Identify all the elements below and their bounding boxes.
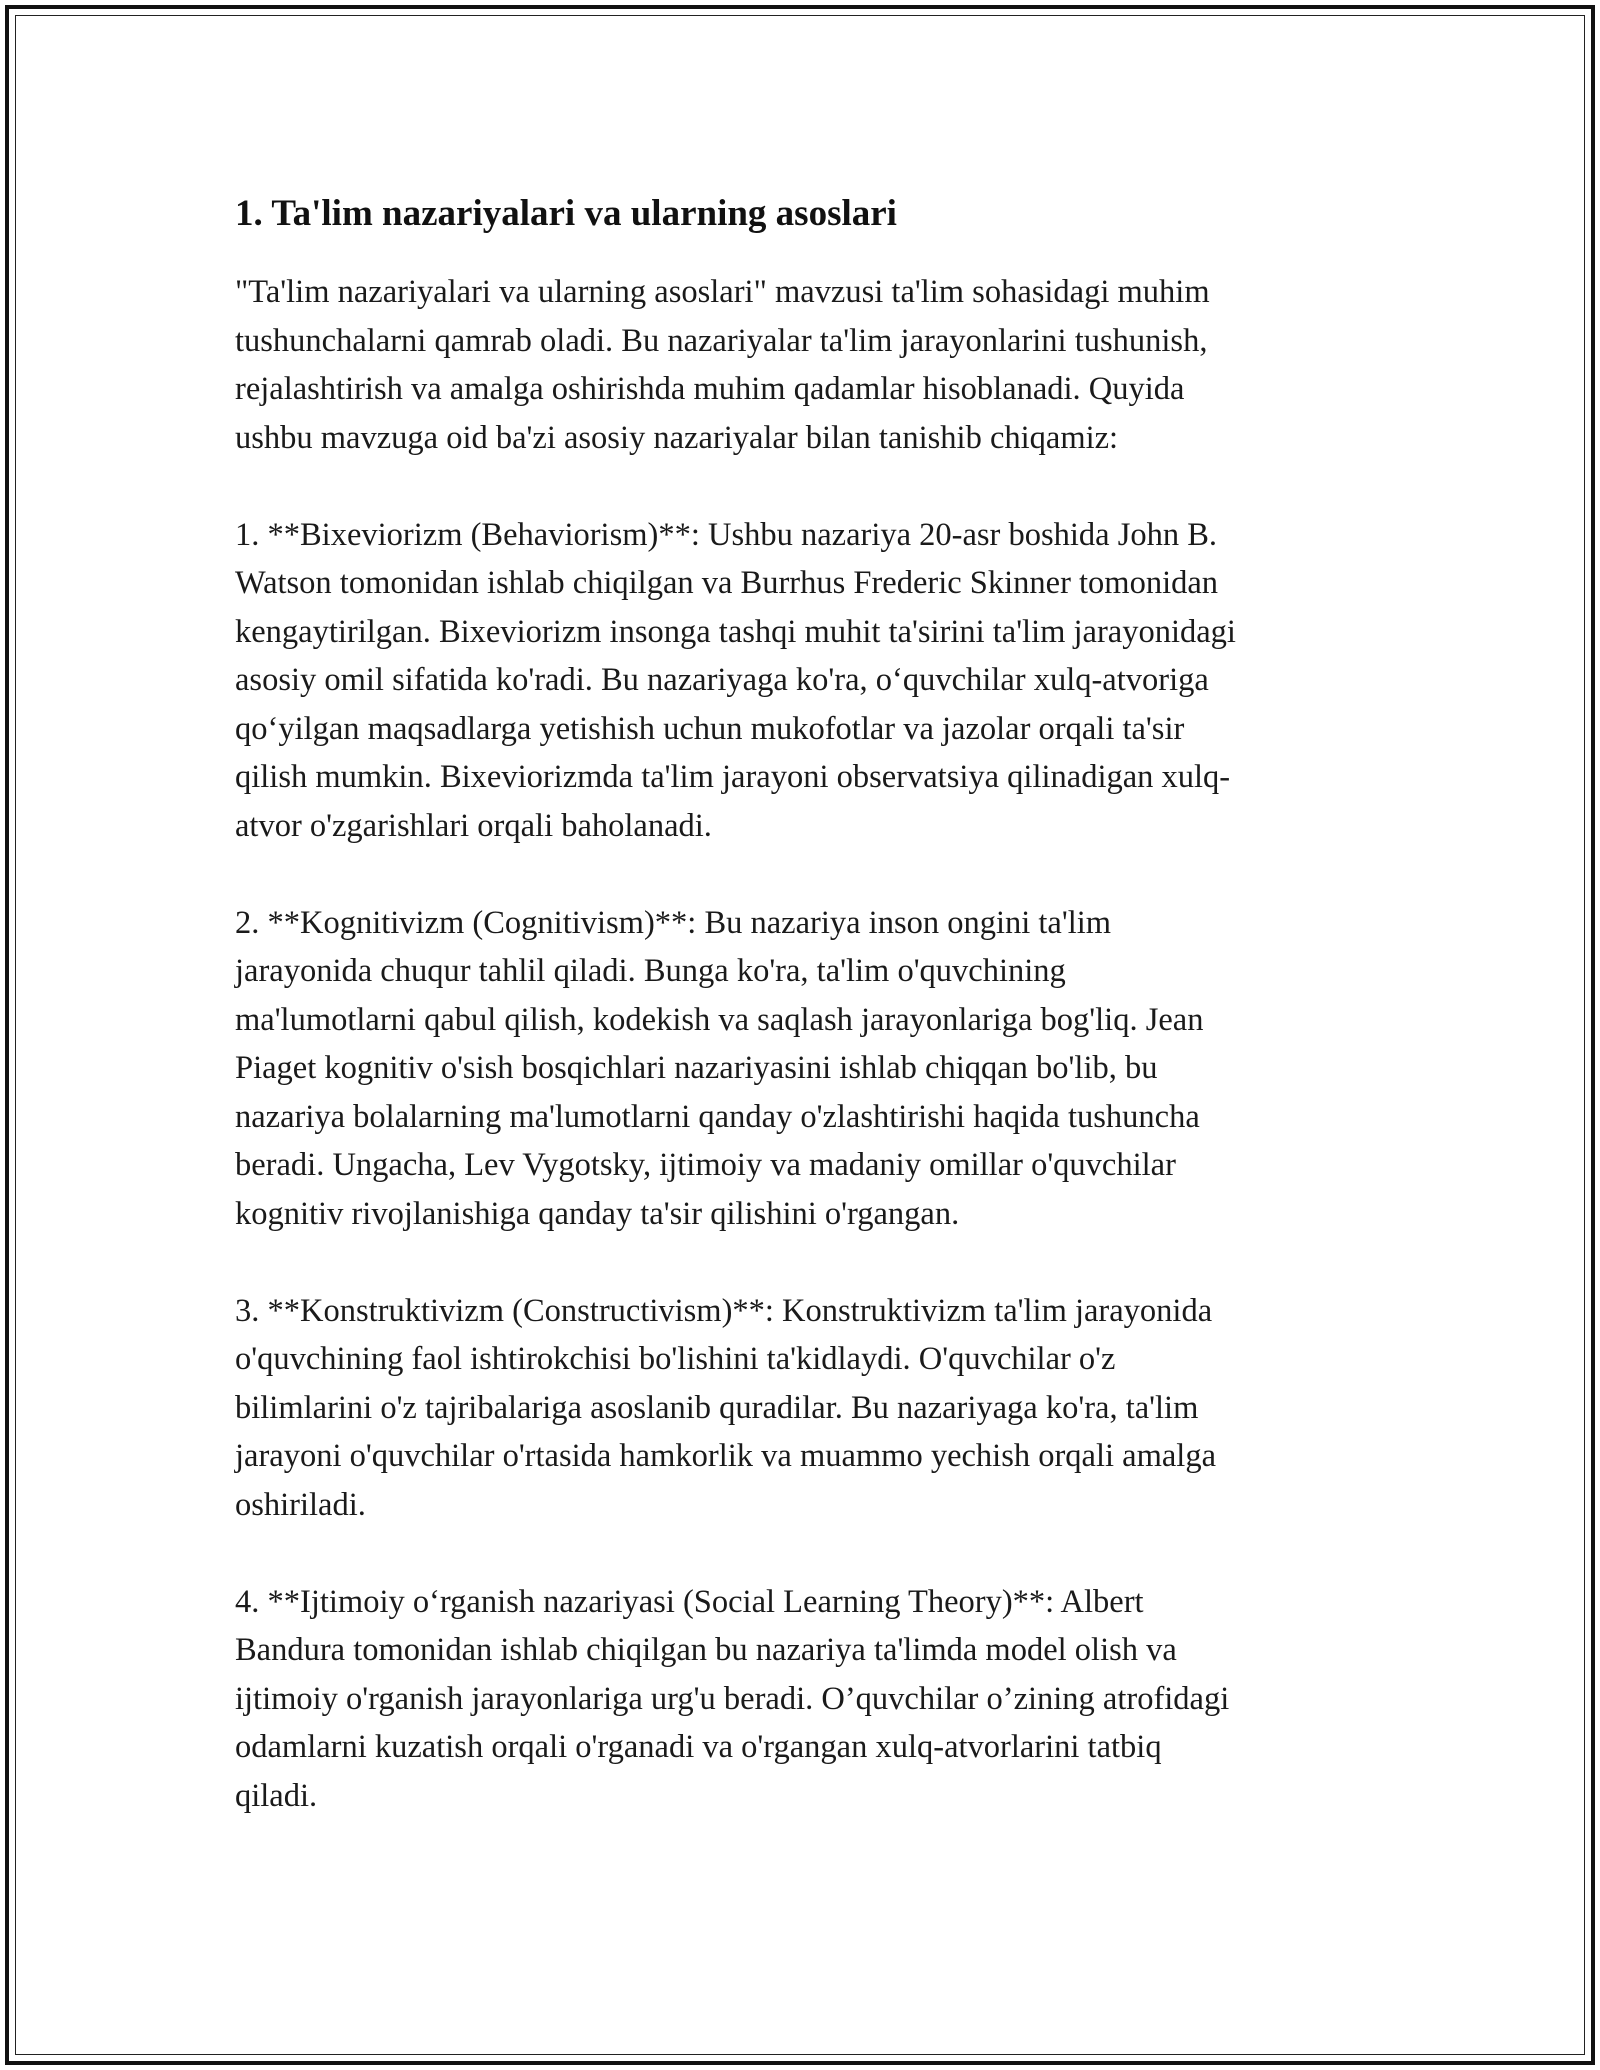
section-behaviorism: 1. **Bixeviorizm (Behaviorism)**: Ushbu nazariya 20-asr boshida John B. Watson tomonidan ishlab chiqilgan va Burrhus Frederic Skinner tomonidan kengaytirilgan. Bixeviorizm insonga tashqi muhit ta'sirini ta'lim jarayonidagi asosiy omil sifatida ko'radi. Bu nazariyaga ko'ra, o‘quvchilar xulq-atvoriga qo‘yilgan maqsadlarga yetishish uchun mukofotlar va jazolar orqali ta'sir qilish mumkin. Bixeviorizmda ta'lim jarayoni observatsiya qilinadigan xulq- atvor o'zgarishlari orqali baholanadi. <box>235 516 1236 844</box>
document-body <box>235 190 1375 1820</box>
intro-paragraph: "Ta'lim nazariyalari va ularning asoslari" mavzusi ta'lim sohasidagi muhim tushunchalarni qamrab oladi. Bu nazariyalar ta'lim jarayonlarini tushunish, rejalashtirish va amalga oshirishda muhim qadamlar hisoblanadi. Quyida ushbu mavzuga oid ba'zi asosiy nazariyalar bilan tanishib chiqamiz: <box>235 274 1210 456</box>
section-social-learning: 4. **Ijtimoiy o‘rganish nazariyasi (Social Learning Theory)**: Albert Bandura tomonidan ishlab chiqilgan bu nazariya ta'limda model olish va ijtimoiy o'rganish jarayonlariga urg'u beradi. O’quvchilar o’zining atrofidagi odamlarni kuzatish orqali o'rganadi va o'rgangan xulq-atvorlarini tatbiq qiladi. <box>235 1583 1230 1814</box>
section-constructivism: 3. **Konstruktivizm (Constructivism)**: Konstruktivizm ta'lim jarayonida o'quvchining faol ishtirokchisi bo'lishini ta'kidlaydi. O'quvchilar o'z bilimlarini o'z tajribalariga asoslanib quradilar. Bu nazariyaga ko'ra, ta'lim jarayoni o'quvchilar o'rtasida hamkorlik va muammo yechish orqali amalga oshiriladi. <box>235 1292 1216 1523</box>
document-title: 1. Ta'lim nazariyalari va ularning asoslari <box>235 193 897 234</box>
section-cognitivism: 2. **Kognitivizm (Cognitivism)**: Bu nazariya inson ongini ta'lim jarayonida chuqur tahlil qiladi. Bunga ko'ra, ta'lim o'quvchining ma'lumotlarni qabul qilish, kodekish va saqlash jarayonlariga bog'liq. Jean Piaget kognitiv o'sish bosqichlari nazariyasini ishlab chiqqan bo'lib, bu nazariya bolalarning ma'lumotlarni qanday o'zlashtirishi haqida tushuncha beradi. Ungacha, Lev Vygotsky, ijtimoiy va madaniy omillar o'quvchilar kognitiv rivojlanishiga qanday ta'sir qilishini o'rgangan. <box>235 904 1204 1232</box>
